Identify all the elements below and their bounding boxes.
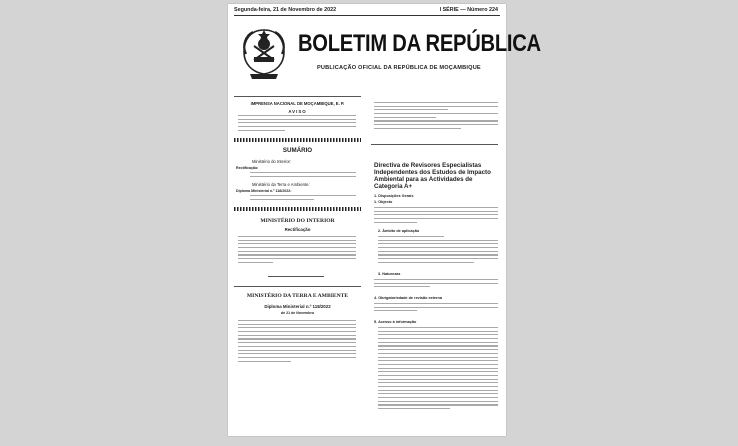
gazette-page [228, 4, 541, 436]
ministerio-interior-label: Ministério do Interior: [252, 159, 292, 164]
imprensa-heading: IMPRENSA NACIONAL DE MOÇAMBIQUE, E. P. [250, 101, 345, 106]
ambito-text [378, 236, 498, 266]
diploma-heading: Diploma Ministerial n.º 118/2022 [264, 304, 331, 309]
heading-ambito: 2. Âmbito de aplicação [378, 229, 420, 233]
heading-disposicoes: 1. Disposições Gerais [374, 194, 414, 198]
heading-obrigatoriedade: 4. Obrigatoriedade de revisão externa [374, 296, 442, 300]
publication-subtitle: PUBLICAÇÃO OFICIAL DA REPÚBLICA DE MOÇAMBIQUE [317, 65, 481, 71]
divider [234, 286, 361, 287]
header-rule [234, 15, 500, 16]
divider [371, 144, 498, 145]
aviso-heading: AVISO [288, 109, 307, 115]
ministerio-terra-label: Ministério da Terra e Ambiente: [252, 182, 310, 187]
short-divider [268, 276, 324, 277]
aviso-text [238, 115, 356, 133]
sumario-item-1 [250, 172, 356, 179]
directiva-heading: Directiva de Revisores Especialistas Independentes dos Estudos de Impacto Ambiental para as Actividades de Categoria A+ [374, 162, 491, 190]
diploma-preamble [238, 320, 356, 364]
heading-objecto: 1. Objecto [374, 200, 393, 204]
objecto-text [374, 207, 498, 225]
section-ministerio-interior: MINISTÉRIO DO INTERIOR [260, 218, 335, 224]
coat-of-arms-icon [236, 24, 292, 82]
dotted-divider [234, 207, 361, 211]
rectificacao-label: Rectificação: [236, 166, 259, 170]
articles-intro [374, 102, 498, 132]
sumario-item-2 [250, 195, 356, 202]
obrigatoriedade-text [374, 303, 498, 314]
rectificacao-heading: Rectificação [284, 227, 311, 232]
naturezas-text [374, 279, 498, 290]
dotted-divider [234, 138, 361, 142]
rectificacao-text [238, 236, 356, 266]
publication-title: BOLETIM DA REPÚBLICA [298, 30, 541, 57]
divider [234, 96, 361, 97]
heading-naturezas: 3. Naturezas [378, 272, 401, 276]
section-ministerio-terra: MINISTÉRIO DA TERRA E AMBIENTE [246, 293, 349, 299]
diploma-date: de 21 de Novembro [280, 311, 315, 315]
issue-number: I SÉRIE — Número 224 [439, 7, 498, 13]
acesso-text [378, 327, 498, 412]
heading-acesso: 5. Acesso à informação [374, 320, 417, 324]
issue-date: Segunda-feira, 21 de Novembro de 2022 [234, 7, 337, 13]
diploma-label: Diploma Ministerial n.º 118/2022: [236, 189, 292, 193]
sumario-heading: SUMÁRIO [282, 147, 313, 154]
